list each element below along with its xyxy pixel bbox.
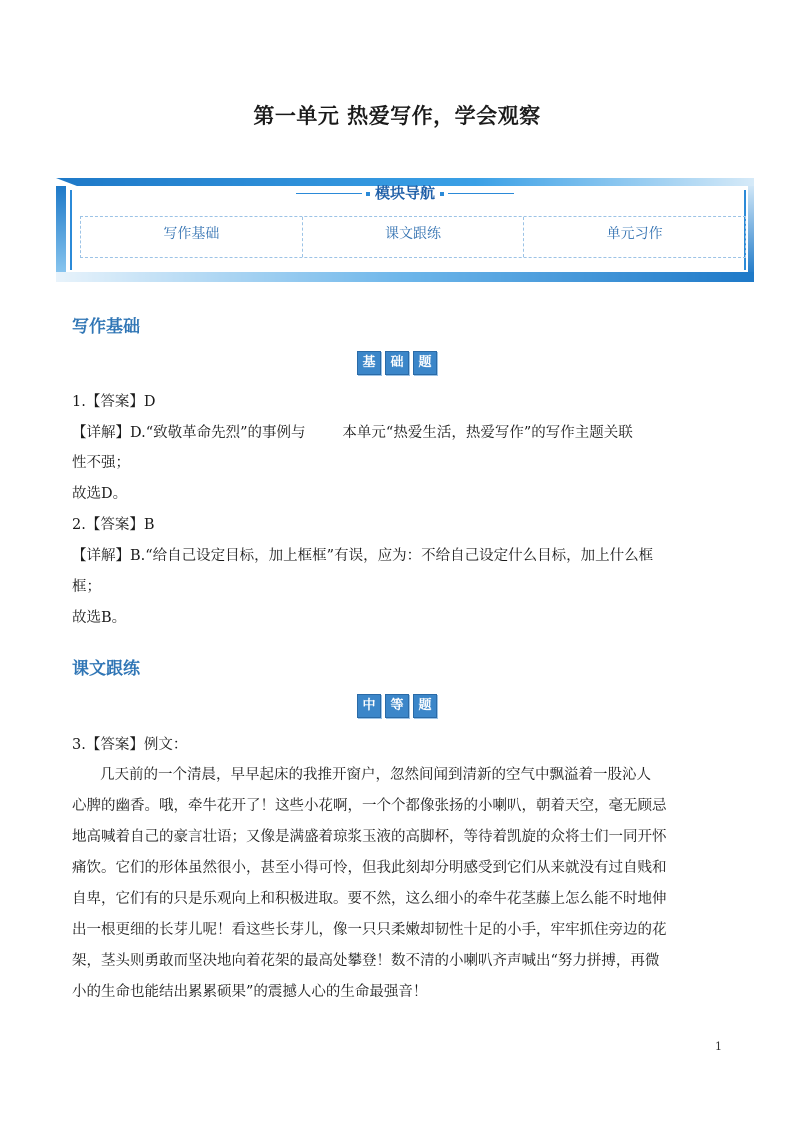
section-heading-writing-basics: 写作基础 [72,317,140,337]
badge-char: 等 [385,694,409,718]
detail-line: 框； [72,579,101,595]
essay-line: 地高喊着自己的豪言壮语；又像是满盛着琼浆玉液的高脚杯，等待着凯旋的众将士们一同开怀 [72,829,667,845]
nav-item-unit-composition[interactable]: 单元习作 [606,226,663,242]
essay-line: 几天前的一个清晨，早早起床的我推开窗户，忽然间闻到清新的空气中飘溢着一股沁人 [100,767,651,783]
essay-line: 架，茎头则勇敢而坚决地向着花架的最高处攀登！数不清的小喇叭齐声喊出“努力拼搏，再微 [72,953,660,969]
badge-char: 中 [357,694,381,718]
nav-heading-line-left [296,193,362,194]
page-title: 第一单元 热爱写作，学会观察 [253,104,541,128]
nav-heading-line-right [448,193,514,194]
badge-char: 题 [413,351,437,375]
essay-line: 小的生命也能结出累累硕果”的震撼人心的生命最强音！ [72,984,428,1000]
conclusion-line: 故选B。 [72,610,127,626]
essay-line: 痛饮。它们的形体虽然很小，甚至小得可怜，但我此刻却分明感受到它们从来就没有过自贱和 [72,860,667,876]
section-heading-text-practice: 课文跟练 [72,659,140,679]
answer-line: 3.【答案】例文： [72,737,188,753]
nav-bottom-bar [56,272,754,282]
nav-item-text-practice[interactable]: 课文跟练 [303,217,525,257]
detail-line: 性不强； [72,455,130,471]
answer-line: 2.【答案】B [72,517,155,533]
badge-char: 基 [357,351,381,375]
nav-heading-dot-right [440,192,444,196]
nav-heading [56,182,754,203]
nav-heading-dot-left [366,192,370,196]
badge-medium-questions [0,694,794,718]
page-number: 1 [715,1040,722,1053]
essay-line: 心脾的幽香。哦，牵牛花开了！这些小花啊，一个个都像张扬的小喇叭，朝着天空，毫无顾忌 [72,798,667,814]
module-navigation [56,178,754,282]
essay-line: 出一根更细的长芽儿呢！看这些长芽儿，像一只只柔嫩却韧性十足的小手，牢牢抓住旁边的花 [72,922,667,938]
conclusion-line: 故选D。 [72,486,128,502]
badge-char: 础 [385,351,409,375]
badge-basic-questions [0,351,794,375]
answer-line: 1.【答案】D [72,394,156,410]
essay-line: 自卑，它们有的只是乐观向上和积极进取。要不然，这么细小的牵牛花茎藤上怎么能不时地伸 [72,891,667,907]
badge-char: 题 [413,694,437,718]
nav-items [80,216,746,258]
nav-heading-text: 模块导航 [374,184,435,202]
detail-line: 【详解】B.“给自己设定目标，加上框框”有误，应为：不给自己设定什么目标，加上什么框 [72,548,654,564]
nav-item-writing-basics[interactable]: 写作基础 [81,217,303,257]
detail-line: 【详解】D.“致敬革命先烈”的事例与 本单元“热爱生活，热爱写作”的写作主题关联 [72,425,633,441]
